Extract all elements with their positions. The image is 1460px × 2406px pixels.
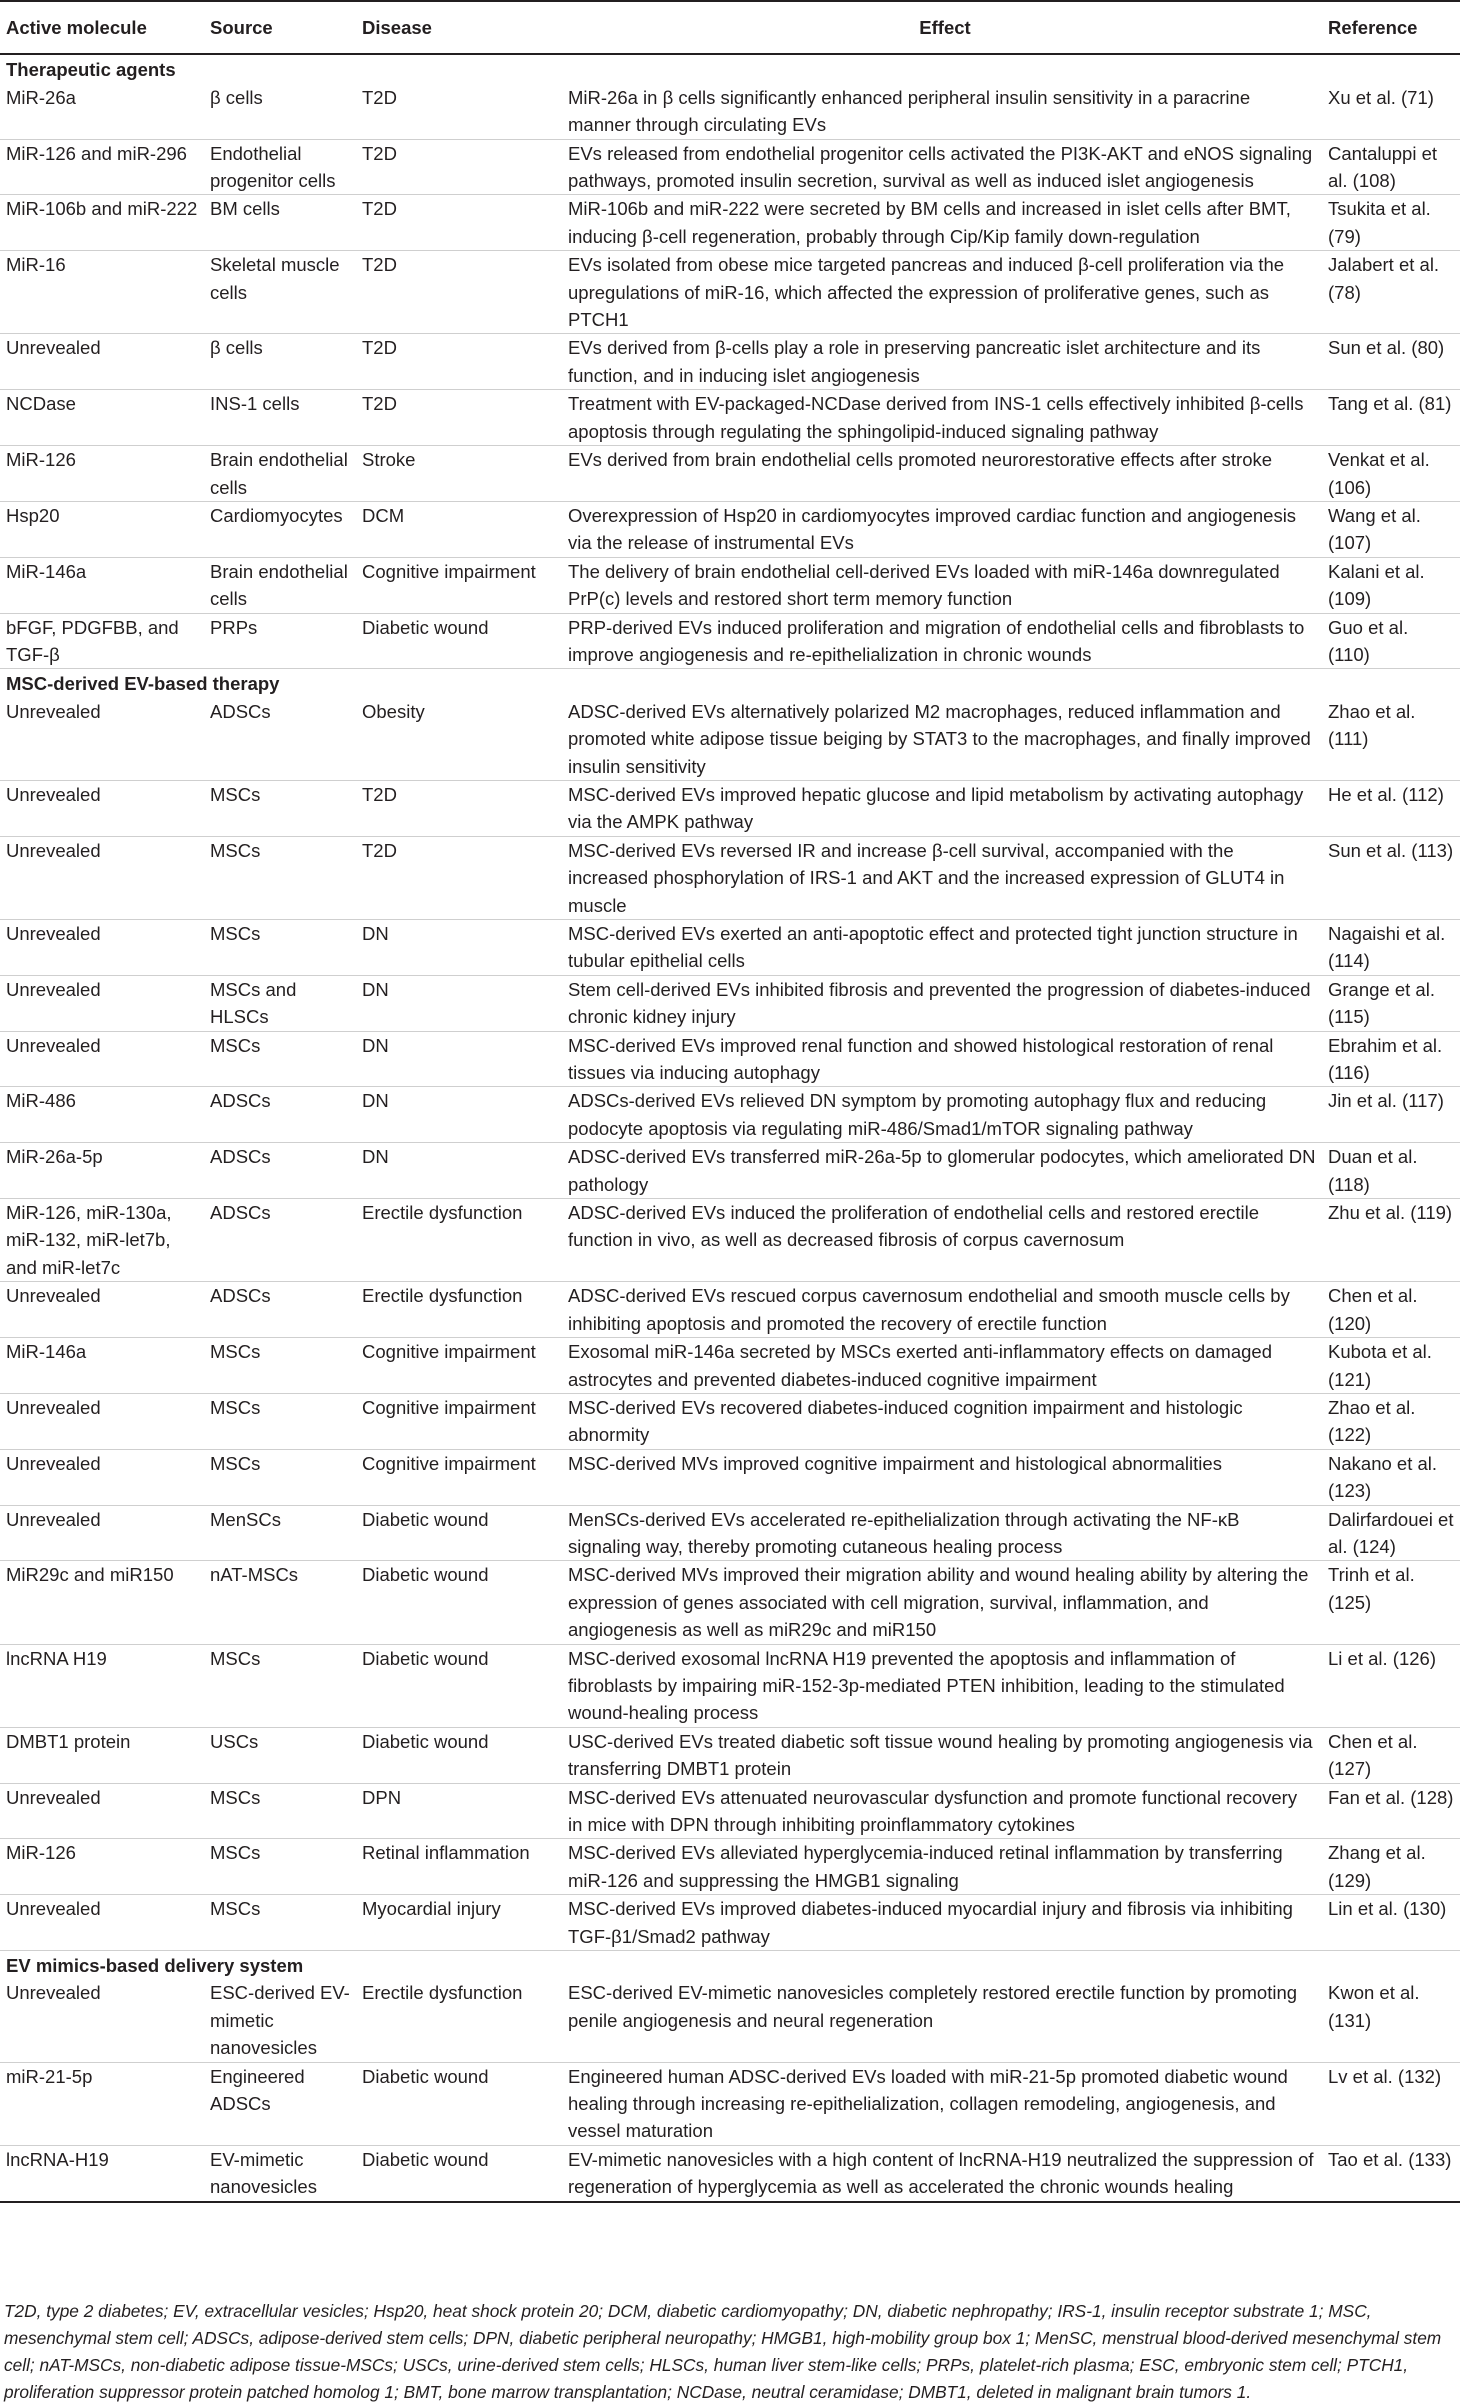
table-row (0, 446, 1460, 502)
cell-source: ADSCs (204, 698, 356, 781)
cell-effect: EVs derived from brain endothelial cells promoted neurorestorative effects after stroke (562, 446, 1322, 502)
cell-effect: MSC-derived EVs exerted an anti-apoptotic effect and protected tight junction structure in tubular epithelial cells (562, 920, 1322, 976)
cell-reference: Fan et al. (128) (1322, 1783, 1460, 1839)
cell-source: MSCs (204, 1644, 356, 1727)
table-row (0, 2145, 1460, 2201)
header-active-molecule: Active molecule (0, 1, 204, 54)
cell-reference: Chen et al. (127) (1322, 1727, 1460, 1783)
cell-active-molecule: DMBT1 protein (0, 1727, 204, 1783)
cell-effect: ADSC-derived EVs alternatively polarized M2 macrophages, reduced inflammation and promoted white adipose tissue beiging by STAT3 to the macrophages, and finally improved insulin sensitivity (562, 698, 1322, 781)
header-source: Source (204, 1, 356, 54)
cell-disease: Diabetic wound (356, 1727, 562, 1783)
cell-effect: MSC-derived EVs attenuated neurovascular dysfunction and promote functional recovery in mice with DPN through inhibiting proinflammatory cytokines (562, 1783, 1322, 1839)
cell-source: MSCs (204, 1895, 356, 1951)
cell-disease: T2D (356, 195, 562, 251)
cell-source: MSCs (204, 1839, 356, 1895)
table-row (0, 1783, 1460, 1839)
cell-disease: T2D (356, 334, 562, 390)
cell-effect: EVs released from endothelial progenitor cells activated the PI3K-AKT and eNOS signaling pathways, promoted insulin secretion, survival as well as induced islet angiogenesis (562, 139, 1322, 195)
table-row (0, 1561, 1460, 1644)
cell-disease: Diabetic wound (356, 613, 562, 669)
cell-active-molecule: MiR29c and miR150 (0, 1561, 204, 1644)
table-header (0, 1, 1460, 54)
cell-effect: MiR-26a in β cells significantly enhanced peripheral insulin sensitivity in a paracrine manner through circulating EVs (562, 84, 1322, 139)
cell-active-molecule: Unrevealed (0, 1979, 204, 2062)
cell-reference: Sun et al. (80) (1322, 334, 1460, 390)
cell-source: ADSCs (204, 1087, 356, 1143)
cell-active-molecule: Unrevealed (0, 1393, 204, 1449)
cell-source: MSCs (204, 1449, 356, 1505)
table-row (0, 780, 1460, 836)
cell-reference: Kalani et al. (109) (1322, 557, 1460, 613)
section-heading-row (0, 669, 1460, 698)
cell-disease: Diabetic wound (356, 1505, 562, 1561)
cell-disease: T2D (356, 251, 562, 334)
section-heading-row (0, 54, 1460, 83)
table-row (0, 139, 1460, 195)
cell-disease: Cognitive impairment (356, 1338, 562, 1394)
cell-active-molecule: Hsp20 (0, 501, 204, 557)
cell-reference: Kwon et al. (131) (1322, 1979, 1460, 2062)
cell-active-molecule: MiR-106b and miR-222 (0, 195, 204, 251)
cell-source: ADSCs (204, 1199, 356, 1282)
table-row (0, 1087, 1460, 1143)
cell-active-molecule: MiR-126 and miR-296 (0, 139, 204, 195)
cell-active-molecule: NCDase (0, 390, 204, 446)
cell-disease: DN (356, 1143, 562, 1199)
table-row (0, 1143, 1460, 1199)
cell-active-molecule: Unrevealed (0, 975, 204, 1031)
table-row (0, 1727, 1460, 1783)
cell-active-molecule: Unrevealed (0, 698, 204, 781)
header-effect: Effect (562, 1, 1322, 54)
table-row (0, 1393, 1460, 1449)
table-body (0, 54, 1460, 2201)
cell-active-molecule: Unrevealed (0, 1783, 204, 1839)
cell-disease: Retinal inflammation (356, 1839, 562, 1895)
cell-effect: USC-derived EVs treated diabetic soft tissue wound healing by promoting angiogenesis via transferring DMBT1 protein (562, 1727, 1322, 1783)
cell-reference: Zhao et al. (122) (1322, 1393, 1460, 1449)
cell-effect: ESC-derived EV-mimetic nanovesicles completely restored erectile function by promoting penile angiogenesis and neural regeneration (562, 1979, 1322, 2062)
cell-reference: Jalabert et al. (78) (1322, 251, 1460, 334)
cell-reference: Ebrahim et al. (116) (1322, 1031, 1460, 1087)
table-row (0, 1282, 1460, 1338)
cell-active-molecule: Unrevealed (0, 334, 204, 390)
cell-active-molecule: MiR-146a (0, 1338, 204, 1394)
cell-disease: DN (356, 1087, 562, 1143)
cell-reference: Duan et al. (118) (1322, 1143, 1460, 1199)
cell-effect: MSC-derived EVs alleviated hyperglycemia-induced retinal inflammation by transferring miR-126 and suppressing the HMGB1 signaling (562, 1839, 1322, 1895)
cell-effect: ADSC-derived EVs induced the proliferation of endothelial cells and restored erectile function in vivo, as well as decreased fibrosis of corpus cavernosum (562, 1199, 1322, 1282)
cell-disease: Erectile dysfunction (356, 1282, 562, 1338)
cell-effect: MiR-106b and miR-222 were secreted by BM cells and increased in islet cells after BMT, inducing β-cell regeneration, probably through Cip/Kip family down-regulation (562, 195, 1322, 251)
cell-reference: Sun et al. (113) (1322, 836, 1460, 919)
table-row (0, 1199, 1460, 1282)
table-row (0, 84, 1460, 139)
cell-reference: Chen et al. (120) (1322, 1282, 1460, 1338)
cell-effect: Exosomal miR-146a secreted by MSCs exerted anti-inflammatory effects on damaged astrocytes and prevented diabetes-induced cognitive impairment (562, 1338, 1322, 1394)
cell-active-molecule: bFGF, PDGFBB, and TGF-β (0, 613, 204, 669)
section-heading-row (0, 1951, 1460, 1980)
cell-effect: EV-mimetic nanovesicles with a high content of lncRNA-H19 neutralized the suppression of regeneration of hyperglycemia as well as accelerated the chronic wounds healing (562, 2145, 1322, 2201)
table-row (0, 390, 1460, 446)
table-row (0, 836, 1460, 919)
cell-active-molecule: Unrevealed (0, 836, 204, 919)
cell-source: Brain endothelial cells (204, 557, 356, 613)
cell-reference: Lin et al. (130) (1322, 1895, 1460, 1951)
section-title: Therapeutic agents (6, 59, 176, 81)
cell-effect: MSC-derived EVs improved diabetes-induced myocardial injury and fibrosis via inhibiting TGF-β1/Smad2 pathway (562, 1895, 1322, 1951)
cell-source: BM cells (204, 195, 356, 251)
cell-disease: Diabetic wound (356, 2145, 562, 2201)
cell-effect: EVs isolated from obese mice targeted pancreas and induced β-cell proliferation via the upregulations of miR-16, which affected the expression of proliferative genes, such as PTCH1 (562, 251, 1322, 334)
cell-disease: Diabetic wound (356, 1644, 562, 1727)
cell-effect: Stem cell-derived EVs inhibited fibrosis and prevented the progression of diabetes-induced chronic kidney injury (562, 975, 1322, 1031)
cell-reference: Cantaluppi et al. (108) (1322, 139, 1460, 195)
table-row (0, 557, 1460, 613)
cell-disease: Diabetic wound (356, 1561, 562, 1644)
cell-active-molecule: MiR-126 (0, 1839, 204, 1895)
cell-effect: MSC-derived MVs improved their migration ability and wound healing ability by altering the expression of genes associated with cell migration, survival, inflammation, and angiogenesis as well as miR29c and miR150 (562, 1561, 1322, 1644)
cell-disease: Myocardial injury (356, 1895, 562, 1951)
table-row (0, 1979, 1460, 2062)
table-row (0, 613, 1460, 669)
cell-source: Cardiomyocytes (204, 501, 356, 557)
cell-active-molecule: MiR-16 (0, 251, 204, 334)
cell-reference: Tsukita et al. (79) (1322, 195, 1460, 251)
cell-reference: Jin et al. (117) (1322, 1087, 1460, 1143)
cell-effect: Overexpression of Hsp20 in cardiomyocytes improved cardiac function and angiogenesis via the release of instrumental EVs (562, 501, 1322, 557)
cell-source: MSCs (204, 920, 356, 976)
section-title: MSC-derived EV-based therapy (6, 673, 280, 695)
cell-source: MSCs (204, 1338, 356, 1394)
table-row (0, 1449, 1460, 1505)
cell-reference: Tang et al. (81) (1322, 390, 1460, 446)
cell-disease: Diabetic wound (356, 2062, 562, 2145)
cell-reference: Wang et al. (107) (1322, 501, 1460, 557)
cell-disease: DN (356, 920, 562, 976)
cell-disease: T2D (356, 780, 562, 836)
cell-effect: EVs derived from β-cells play a role in preserving pancreatic islet architecture and its function, and in inducing islet angiogenesis (562, 334, 1322, 390)
cell-source: β cells (204, 84, 356, 139)
cell-active-molecule: MiR-126 (0, 446, 204, 502)
cell-effect: ADSC-derived EVs transferred miR-26a-5p to glomerular podocytes, which ameliorated DN pathology (562, 1143, 1322, 1199)
cell-source: MSCs (204, 1393, 356, 1449)
cell-source: ADSCs (204, 1143, 356, 1199)
table-row (0, 920, 1460, 976)
cell-active-molecule: Unrevealed (0, 780, 204, 836)
cell-effect: MSC-derived exosomal lncRNA H19 prevented the apoptosis and inflammation of fibroblasts by impairing miR-152-3p-mediated PTEN inhibition, leading to the stimulated wound-healing process (562, 1644, 1322, 1727)
cell-reference: Dalirfardouei et al. (124) (1322, 1505, 1460, 1561)
cell-reference: Nagaishi et al. (114) (1322, 920, 1460, 976)
cell-active-molecule: Unrevealed (0, 1895, 204, 1951)
cell-reference: Tao et al. (133) (1322, 2145, 1460, 2201)
header-reference: Reference (1322, 1, 1460, 54)
cell-reference: Kubota et al. (121) (1322, 1338, 1460, 1394)
cell-disease: DPN (356, 1783, 562, 1839)
cell-source: EV-mimetic nanovesicles (204, 2145, 356, 2201)
cell-source: Engineered ADSCs (204, 2062, 356, 2145)
cell-source: MSCs and HLSCs (204, 975, 356, 1031)
section-title: EV mimics-based delivery system (6, 1955, 304, 1977)
cell-source: USCs (204, 1727, 356, 1783)
table-row (0, 1839, 1460, 1895)
table-row (0, 1031, 1460, 1087)
cell-source: MSCs (204, 780, 356, 836)
table-row (0, 975, 1460, 1031)
cell-source: Brain endothelial cells (204, 446, 356, 502)
cell-active-molecule: MiR-26a (0, 84, 204, 139)
cell-active-molecule: Unrevealed (0, 920, 204, 976)
cell-active-molecule: lncRNA H19 (0, 1644, 204, 1727)
cell-reference: Zhang et al. (129) (1322, 1839, 1460, 1895)
table-row (0, 1895, 1460, 1951)
cell-effect: Engineered human ADSC-derived EVs loaded with miR-21-5p promoted diabetic wound healing through increasing re-epithelialization, collagen remodeling, angiogenesis, and vessel maturation (562, 2062, 1322, 2145)
cell-source: Endothelial progenitor cells (204, 139, 356, 195)
cell-active-molecule: MiR-486 (0, 1087, 204, 1143)
cell-reference: Trinh et al. (125) (1322, 1561, 1460, 1644)
cell-active-molecule: miR-21-5p (0, 2062, 204, 2145)
cell-active-molecule: Unrevealed (0, 1031, 204, 1087)
cell-source: INS-1 cells (204, 390, 356, 446)
cell-disease: Obesity (356, 698, 562, 781)
table-row (0, 501, 1460, 557)
cell-source: ESC-derived EV-mimetic nanovesicles (204, 1979, 356, 2062)
cell-disease: Cognitive impairment (356, 1393, 562, 1449)
cell-effect: Treatment with EV-packaged-NCDase derived from INS-1 cells effectively inhibited β-cells apoptosis through regulating the sphingolipid-induced signaling pathway (562, 390, 1322, 446)
cell-disease: T2D (356, 390, 562, 446)
cell-active-molecule: Unrevealed (0, 1505, 204, 1561)
table-row (0, 1644, 1460, 1727)
table-row (0, 1505, 1460, 1561)
cell-source: nAT-MSCs (204, 1561, 356, 1644)
cell-effect: MenSCs-derived EVs accelerated re-epithelialization through activating the NF-κB signaling way, thereby promoting cutaneous healing process (562, 1505, 1322, 1561)
cell-active-molecule: MiR-126, miR-130a, miR-132, miR-let7b, and miR-let7c (0, 1199, 204, 1282)
header-disease: Disease (356, 1, 562, 54)
cell-source: MSCs (204, 1783, 356, 1839)
cell-source: MenSCs (204, 1505, 356, 1561)
cell-active-molecule: MiR-146a (0, 557, 204, 613)
cell-reference: Lv et al. (132) (1322, 2062, 1460, 2145)
cell-disease: Stroke (356, 446, 562, 502)
cell-disease: DN (356, 1031, 562, 1087)
cell-disease: Cognitive impairment (356, 1449, 562, 1505)
cell-reference: Xu et al. (71) (1322, 84, 1460, 139)
table-row (0, 698, 1460, 781)
cell-reference: Guo et al. (110) (1322, 613, 1460, 669)
cell-effect: MSC-derived MVs improved cognitive impairment and histological abnormalities (562, 1449, 1322, 1505)
cell-disease: Erectile dysfunction (356, 1199, 562, 1282)
cell-reference: Venkat et al. (106) (1322, 446, 1460, 502)
header-row (0, 1, 1460, 54)
cell-effect: MSC-derived EVs improved renal function and showed histological restoration of renal tissues via inducing autophagy (562, 1031, 1322, 1087)
cell-effect: MSC-derived EVs improved hepatic glucose and lipid metabolism by activating autophagy via the AMPK pathway (562, 780, 1322, 836)
cell-source: β cells (204, 334, 356, 390)
cell-disease: T2D (356, 836, 562, 919)
cell-reference: Zhu et al. (119) (1322, 1199, 1460, 1282)
cell-effect: PRP-derived EVs induced proliferation and migration of endothelial cells and fibroblasts to improve angiogenesis and re-epithelialization in chronic wounds (562, 613, 1322, 669)
cell-active-molecule: lncRNA-H19 (0, 2145, 204, 2201)
cell-active-molecule: Unrevealed (0, 1449, 204, 1505)
cell-source: Skeletal muscle cells (204, 251, 356, 334)
cell-disease: DCM (356, 501, 562, 557)
table-row (0, 334, 1460, 390)
cell-effect: MSC-derived EVs reversed IR and increase β-cell survival, accompanied with the increased phosphorylation of IRS-1 and AKT and the increased expression of GLUT4 in muscle (562, 836, 1322, 919)
cell-disease: T2D (356, 139, 562, 195)
table-row (0, 2062, 1460, 2145)
cell-disease: Erectile dysfunction (356, 1979, 562, 2062)
cell-effect: ADSCs-derived EVs relieved DN symptom by promoting autophagy flux and reducing podocyte apoptosis via regulating miR-486/Smad1/mTOR signaling pathway (562, 1087, 1322, 1143)
cell-reference: Grange et al. (115) (1322, 975, 1460, 1031)
cell-effect: The delivery of brain endothelial cell-derived EVs loaded with miR-146a downregulated PrP(c) levels and restored short term memory function (562, 557, 1322, 613)
cell-source: PRPs (204, 613, 356, 669)
cell-disease: T2D (356, 84, 562, 139)
cell-source: ADSCs (204, 1282, 356, 1338)
cell-effect: ADSC-derived EVs rescued corpus cavernosum endothelial and smooth muscle cells by inhibiting apoptosis and promoted the recovery of erectile function (562, 1282, 1322, 1338)
table-row (0, 251, 1460, 334)
cell-reference: He et al. (112) (1322, 780, 1460, 836)
cell-active-molecule: MiR-26a-5p (0, 1143, 204, 1199)
cell-source: MSCs (204, 1031, 356, 1087)
table-footnote: T2D, type 2 diabetes; EV, extracellular vesicles; Hsp20, heat shock protein 20; DCM, diabetic cardiomyopathy; DN, diabetic nephropathy; IRS-1, insulin receptor substrate 1; MSC, mesenchymal stem cell; ADSCs, adipose-derived stem cells; DPN, diabetic peripheral neuropathy; HMGB1, high-mobility group box 1; MenSC, menstrual blood-derived mesenchymal stem cell; nAT-MSCs, non-diabetic adipose tissue-MSCs; USCs, urine-derived stem cells; HLSCs, human liver stem-like cells; PRPs, platelet-rich plasma; ESC, embryonic stem cell; PTCH1, proliferation suppressor protein patched homolog 1; BMT, bone marrow transplantation; NCDase, neutral ceramidase; DMBT1, deleted in malignant brain tumors 1. (4, 2301, 1442, 2402)
table-row (0, 195, 1460, 251)
cell-active-molecule: Unrevealed (0, 1282, 204, 1338)
cell-reference: Nakano et al. (123) (1322, 1449, 1460, 1505)
cell-source: MSCs (204, 836, 356, 919)
cell-disease: DN (356, 975, 562, 1031)
cell-effect: MSC-derived EVs recovered diabetes-induced cognition impairment and histologic abnormity (562, 1393, 1322, 1449)
cell-reference: Zhao et al. (111) (1322, 698, 1460, 781)
cell-reference: Li et al. (126) (1322, 1644, 1460, 1727)
cell-disease: Cognitive impairment (356, 557, 562, 613)
table-row (0, 1338, 1460, 1394)
